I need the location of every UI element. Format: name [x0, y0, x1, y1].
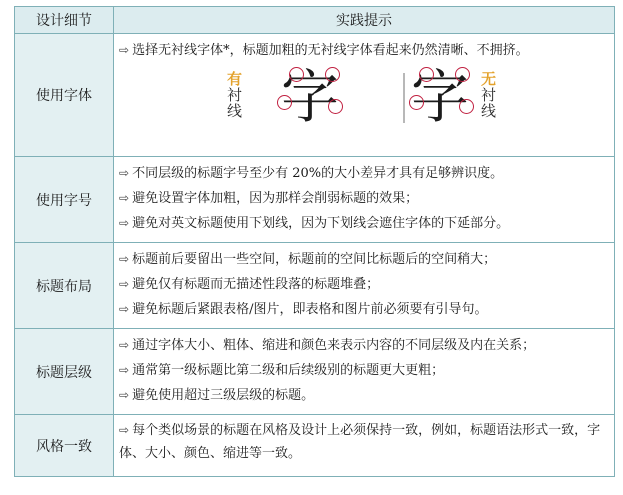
item-text: 避免设置字体加粗，因为那样会削弱标题的效果； — [132, 191, 419, 206]
serif-character: 字 — [281, 63, 340, 131]
sans-serif-side-label: 无 衬 线 — [481, 70, 497, 120]
list-item — [119, 419, 608, 465]
row-label-style-consistency: 风格一致 — [15, 415, 114, 477]
row-content-font — [114, 34, 615, 157]
arrow-icon: ⇨ — [119, 388, 130, 402]
item-text: 避免仅有标题而无描述性段落的标题堆叠； — [132, 277, 380, 292]
list-item — [119, 211, 608, 236]
table-header-row — [15, 7, 615, 34]
arrow-icon: ⇨ — [119, 191, 130, 205]
table-row — [15, 415, 615, 477]
arrow-icon: ⇨ — [119, 166, 130, 180]
row-label-font-size: 使用字号 — [15, 157, 114, 243]
row-label-title-layout: 标题布局 — [15, 243, 114, 329]
row-label-title-hierarchy: 标题层级 — [15, 329, 114, 415]
list-item — [119, 297, 608, 322]
item-text: 每个类似场景的标题在风格及设计上必须保持一致，例如，标题语法形式一致，字体、大小、颜色、缩进等一致。 — [119, 423, 601, 461]
list-item — [119, 383, 608, 408]
header-practice-tips: 实践提示 — [114, 7, 615, 34]
sans-highlight-circle — [459, 99, 474, 114]
table-row — [15, 157, 615, 243]
list-item — [119, 272, 608, 297]
arrow-icon: ⇨ — [119, 216, 130, 230]
serif-highlight-circle — [289, 67, 304, 82]
item-text: 避免对英文标题使用下划线，因为下划线会遮住字体的下延部分。 — [132, 216, 510, 231]
serif-highlight-circle — [277, 95, 292, 110]
row-content-title-layout — [114, 243, 615, 329]
list-item — [119, 247, 608, 272]
arrow-icon: ⇨ — [119, 338, 130, 352]
item-text: 通常第一级标题比第二级和后续级别的标题更大更粗； — [132, 363, 445, 378]
arrow-icon: ⇨ — [119, 277, 130, 291]
row-label-font: 使用字体 — [15, 34, 114, 157]
arrow-icon: ⇨ — [119, 423, 130, 437]
arrow-icon: ⇨ — [119, 43, 130, 57]
item-text: 选择无衬线字体*，标题加粗的无衬线字体看起来仍然清晰、不拥挤。 — [132, 43, 529, 58]
row-content-font-size — [114, 157, 615, 243]
serif-highlight-circle — [325, 67, 340, 82]
design-guideline-table — [14, 6, 615, 477]
serif-comparison-graphic — [119, 65, 608, 141]
comparison-divider — [403, 73, 405, 123]
sans-serif-character: 字 — [411, 63, 470, 131]
item-text: 避免使用超过三级层级的标题。 — [132, 388, 315, 403]
serif-side-label: 有 衬 线 — [227, 70, 243, 120]
sans-highlight-circle — [419, 67, 434, 82]
item-text: 不同层级的标题字号至少有 20%的大小差异才具有足够辨识度。 — [132, 166, 504, 181]
table-row — [15, 34, 615, 157]
item-text: 标题前后要留出一些空间，标题前的空间比标题后的空间稍大； — [132, 252, 497, 267]
header-design-detail: 设计细节 — [15, 7, 114, 34]
item-text: 避免标题后紧跟表格/图片，即表格和图片前必须要有引导句。 — [132, 302, 488, 317]
list-item — [119, 161, 608, 186]
arrow-icon: ⇨ — [119, 363, 130, 377]
serif-highlight-circle — [328, 99, 343, 114]
row-content-title-hierarchy — [114, 329, 615, 415]
arrow-icon: ⇨ — [119, 252, 130, 266]
list-item — [119, 38, 608, 63]
list-item — [119, 333, 608, 358]
table-row — [15, 243, 615, 329]
sans-highlight-circle — [409, 95, 424, 110]
table-row — [15, 329, 615, 415]
list-item — [119, 186, 608, 211]
sans-highlight-circle — [455, 67, 470, 82]
row-content-style-consistency — [114, 415, 615, 477]
list-item — [119, 358, 608, 383]
item-text: 通过字体大小、粗体、缩进和颜色来表示内容的不同层级及内在关系； — [132, 338, 536, 353]
arrow-icon: ⇨ — [119, 302, 130, 316]
